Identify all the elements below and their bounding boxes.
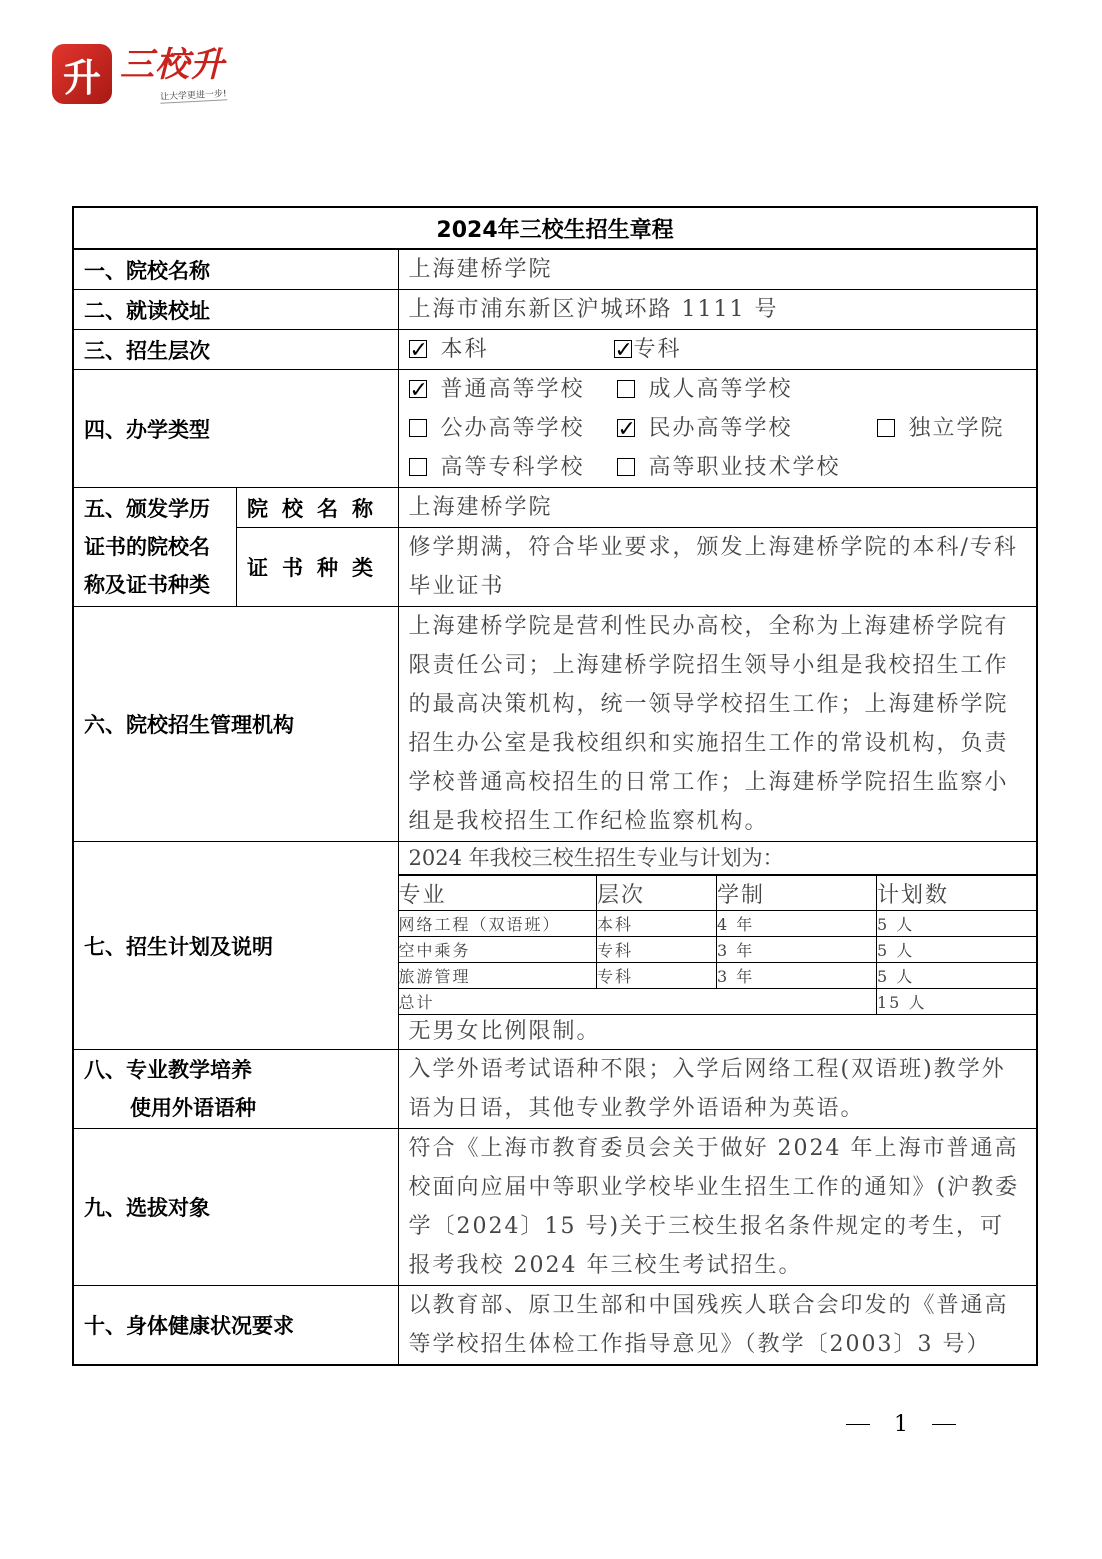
level-label: 三、招生层次 [73, 330, 398, 370]
plan-row [399, 937, 1037, 963]
plan-cell-quota: 5 人 [877, 963, 1037, 989]
row-level [73, 330, 1037, 370]
language-value: 入学外语考试语种不限；入学后网络工程(双语班)教学外语为日语，其他专业教学外语语种为英语。 [398, 1050, 1037, 1129]
school-name-label: 一、院校名称 [73, 249, 398, 290]
logo-name: 三校升 [120, 45, 225, 85]
plan-table [399, 875, 1037, 1015]
eligibility-value: 符合《上海市教育委员会关于做好 2024 年上海市普通高校面向应届中等职业学校毕业生招生工作的通知》(沪教委学〔2024〕15 号)关于三校生报名条件规定的考生，可报考我校 2024 年三校生考试招生。 [398, 1129, 1037, 1286]
plan-cell-quota: 5 人 [877, 911, 1037, 937]
school-name-value: 上海建桥学院 [398, 249, 1037, 290]
plan-header: 学制 [717, 876, 877, 911]
plan-row [399, 911, 1037, 937]
document-title: 2024年三校生招生章程 [73, 207, 1037, 249]
plan-intro: 2024 年我校三校生招生专业与计划为： [399, 842, 1037, 875]
admission-charter-table [72, 206, 1038, 1366]
checkbox-adult[interactable] [617, 380, 635, 398]
logo-badge-icon: 升 [52, 44, 112, 104]
cert-school-value: 上海建桥学院 [398, 488, 1037, 528]
row-address [73, 290, 1037, 330]
language-label [73, 1050, 398, 1129]
health-label: 十、身体健康状况要求 [73, 1286, 398, 1366]
plan-label: 七、招生计划及说明 [73, 842, 398, 1050]
plan-total-row [399, 989, 1037, 1015]
dash-left [846, 1424, 870, 1426]
option-label: 高等职业技术学校 [648, 455, 841, 480]
plan-note: 无男女比例限制。 [408, 1019, 601, 1044]
checkbox-independent[interactable] [877, 419, 895, 437]
certificate-label-line: 五、颁发学历 [84, 497, 210, 521]
health-value: 以教育部、原卫生部和中国残疾人联合会印发的《普通高等学校招生体检工作指导意见》（教学〔2003〕3 号） [398, 1286, 1037, 1366]
certificate-label-line: 证书的院校名 [84, 535, 210, 559]
plan-cell-duration: 3 年 [717, 937, 877, 963]
cert-school-label: 院校名称 [236, 488, 398, 528]
school-type-options [398, 370, 1037, 488]
plan-header-row [399, 876, 1037, 911]
option-label: 高等专科学校 [440, 455, 585, 480]
plan-cell-level: 专科 [597, 937, 717, 963]
page-number-value: 1 [894, 1412, 908, 1437]
plan-total-label: 总计 [399, 989, 877, 1015]
plan-cell-major: 旅游管理 [399, 963, 597, 989]
option-label: 成人高等学校 [648, 377, 793, 402]
option-label: 普通高等学校 [440, 377, 585, 402]
row-foreign-language [73, 1050, 1037, 1129]
certificate-label [73, 488, 236, 607]
checkbox-vocational[interactable] [617, 458, 635, 476]
option-label: 民办高等学校 [648, 416, 793, 441]
address-value: 上海市浦东新区沪城环路 1111 号 [398, 290, 1037, 330]
checkbox-regular[interactable] [409, 380, 427, 398]
plan-cell-major: 网络工程（双语班） [399, 911, 597, 937]
cert-type-value: 修学期满，符合毕业要求，颁发上海建桥学院的本科/专科毕业证书 [398, 528, 1037, 607]
address-label: 二、就读校址 [73, 290, 398, 330]
checkbox-benke[interactable] [409, 340, 427, 358]
eligibility-label: 九、选拔对象 [73, 1129, 398, 1286]
row-management [73, 607, 1037, 842]
checkbox-zhuanke[interactable] [614, 340, 632, 358]
plan-total-value: 15 人 [877, 989, 1037, 1015]
plan-header: 专业 [399, 876, 597, 911]
plan-header: 计划数 [877, 876, 1037, 911]
logo-slogan: 让大学更进一步! [160, 86, 227, 103]
row-enrollment-plan [73, 842, 1037, 1050]
management-value: 上海建桥学院是营利性民办高校，全称为上海建桥学院有限责任公司；上海建桥学院招生领导小组是我校招生工作的最高决策机构，统一领导学校招生工作；上海建桥学院招生办公室是我校组织和实施招生工作的常设机构，负责学校普通高校招生的日常工作；上海建桥学院招生监察小组是我校招生工作纪检监察机构。 [398, 607, 1037, 842]
plan-cell-level: 本科 [597, 911, 717, 937]
plan-cell-major: 空中乘务 [399, 937, 597, 963]
brand-logo [52, 44, 227, 104]
plan-cell [398, 842, 1037, 1050]
page-number [846, 1412, 956, 1437]
plan-cell-duration: 4 年 [717, 911, 877, 937]
row-school-name [73, 249, 1037, 290]
row-eligibility [73, 1129, 1037, 1286]
row-health [73, 1286, 1037, 1366]
plan-row [399, 963, 1037, 989]
plan-header: 层次 [597, 876, 717, 911]
language-label-line: 使用外语语种 [130, 1096, 256, 1120]
dash-right [932, 1424, 956, 1426]
row-certificate-school [73, 488, 1037, 528]
management-label: 六、院校招生管理机构 [73, 607, 398, 842]
option-label: 独立学院 [908, 416, 1005, 441]
plan-cell-duration: 3 年 [717, 963, 877, 989]
school-type-label: 四、办学类型 [73, 370, 398, 488]
checkbox-junior-college[interactable] [409, 458, 427, 476]
checkbox-private[interactable] [617, 419, 635, 437]
level-options [398, 330, 1037, 370]
checkbox-public[interactable] [409, 419, 427, 437]
cert-type-label: 证书种类 [236, 528, 398, 607]
option-label: 公办高等学校 [440, 416, 585, 441]
plan-cell-quota: 5 人 [877, 937, 1037, 963]
option-label: 专科 [633, 337, 682, 362]
plan-cell-level: 专科 [597, 963, 717, 989]
language-label-line: 八、专业教学培养 [84, 1058, 252, 1082]
option-label: 本科 [440, 337, 489, 362]
row-school-type [73, 370, 1037, 488]
certificate-label-line: 称及证书种类 [84, 573, 210, 597]
